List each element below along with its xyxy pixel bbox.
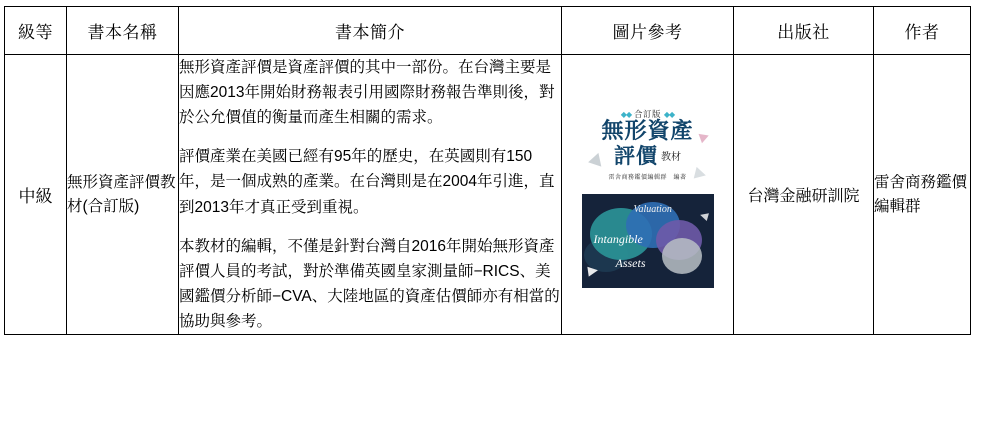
paper-plane-icon xyxy=(587,265,598,276)
paper-plane-icon xyxy=(699,211,709,221)
badge-dots-right-icon: ◆◆ xyxy=(663,109,675,119)
badge-label: 合訂版 xyxy=(633,108,661,119)
cell-author: 雷舍商務鑑價編輯群 xyxy=(874,55,971,335)
intro-paragraph-2: 評價產業在美國已經有95年的歷史，在英國則有150年，是一個成熟的產業。在台灣則是在2004年引進，直到2013年才真正受到重視。 xyxy=(179,148,555,216)
badge-dots-left-icon: ◆◆ xyxy=(620,109,632,119)
column-header-level: 級等 xyxy=(5,7,67,55)
cell-book-title: 無形資產評價教材(合訂版) xyxy=(67,55,179,335)
book-cover-top xyxy=(582,102,714,194)
cover-word-intangible: Intangible xyxy=(593,231,643,246)
intro-paragraph-1: 無形資產評價是資產評價的其中一部份。在台灣主要是因應2013年開始財務報表引用國際財務報告準則後，對於公允價值的衡量而產生相關的需求。 xyxy=(179,59,555,127)
cell-book-cover-image xyxy=(562,55,734,335)
cover-word-valuation: Valuation xyxy=(633,203,672,215)
table-row xyxy=(5,55,971,335)
book-cover-artwork xyxy=(582,102,714,288)
blob-shape xyxy=(662,238,702,274)
column-header-image: 圖片參考 xyxy=(562,7,734,55)
cell-publisher: 台灣金融研訓院 xyxy=(734,55,874,335)
column-header-publisher: 出版社 xyxy=(734,7,874,55)
book-cover-subtitle: 雷舍商務鑑價編輯群 編著 xyxy=(608,174,687,181)
document-page xyxy=(0,6,1000,433)
cover-word-assets: Assets xyxy=(615,255,646,270)
book-cover-title-main: 評價 xyxy=(614,144,658,168)
column-header-intro: 書本簡介 xyxy=(179,7,562,55)
paper-plane-icon xyxy=(693,166,707,180)
intro-paragraph-3: 本教材的編輯，不僅是針對台灣自2016年開始無形資產評價人員的考試，對於準備英國皇家測量師−RICS、美國鑑價分析師−CVA、大陸地區的資產估價師亦有相當的協助與參考。 xyxy=(179,237,560,330)
table-header-row xyxy=(5,7,971,55)
book-cover-title-line2 xyxy=(582,146,714,167)
table-header xyxy=(5,7,971,55)
book-list-table xyxy=(4,6,971,335)
table-body xyxy=(5,55,971,335)
cell-level: 中級 xyxy=(5,55,67,335)
column-header-title: 書本名稱 xyxy=(67,7,179,55)
cell-book-intro xyxy=(179,55,562,335)
paper-plane-icon xyxy=(586,152,601,168)
book-cover-title-sub: 教材 xyxy=(661,151,681,163)
column-header-author: 作者 xyxy=(874,7,971,55)
book-cover-illustration xyxy=(582,194,714,288)
book-cover-title-line1: 無形資產 xyxy=(601,117,694,143)
